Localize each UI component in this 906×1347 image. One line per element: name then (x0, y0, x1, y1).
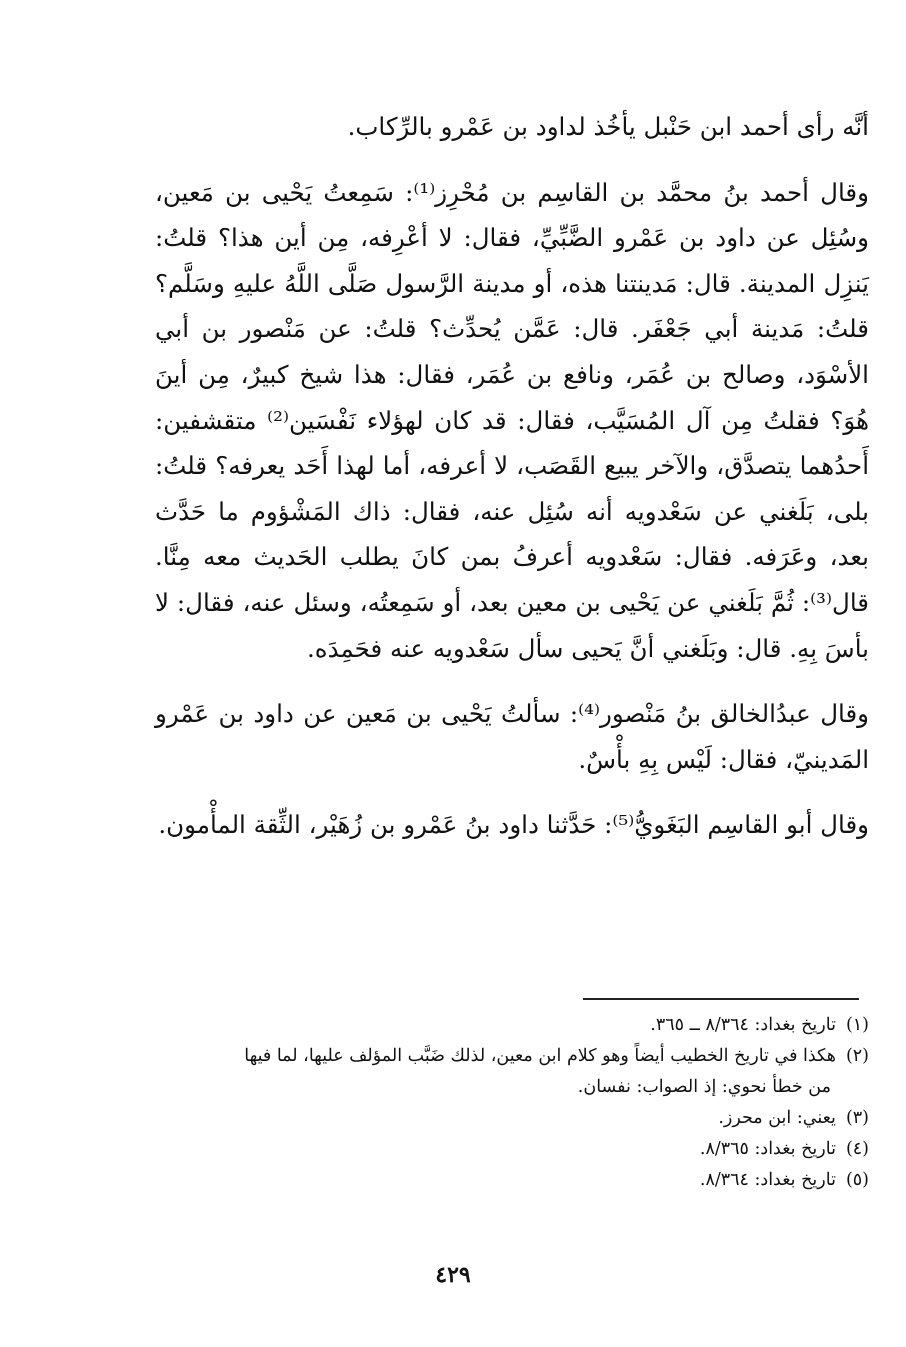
footnote-4 (155, 1134, 869, 1165)
footnotes (155, 1010, 869, 1196)
footnote-number: (٥) (845, 1170, 869, 1190)
footnote-number: (٤) (845, 1139, 869, 1159)
footnote-text-continued: من خطأ نحوي: إذ الصواب: نفسان. (577, 1077, 831, 1097)
paragraph-4: وقال أبو القاسِم البَغَويُّ⁽⁵⁾: حَدَّثنا داود بنُ عَمْرو بن زُهَيْر، الثِّقة المأْمون. (158, 810, 869, 840)
paragraph-1: أنَّه رأى أحمد ابن حَنْبل يأخُذ لداود بن عَمْرو بالرِّكاب. (347, 112, 869, 141)
paragraph-2: وقال أحمد بنُ محمَّد بن القاسِم بن مُحْرِز⁽¹⁾: سَمِعتُ يَحْيى بن مَعين، وسُئِل عن داود بن عَمْرو الضَّبِّيِّ، فقال: لا أعْرِفه، مِن أين هذا؟ قلتُ: يَنزِل المدينة. قال: مَدينتنا هذه، أو مدينة الرَّسول صَلَّى اللَّهُ عليهِ وسَلَّم؟ قلتُ: مَدينة أبي جَعْفَر. قال: عَمَّن يُحدِّث؟ قلتُ: عن مَنْصور بن أبي الأسْوَد، وصالح بن عُمَر، ونافع بن عُمَر، فقال: هذا شيخ كبيرٌ، مِن أينَ هُوَ؟ فقلتُ مِن آل المُسَيَّب، فقال: قد كان لهؤلاء نَفْسَين⁽²⁾ متقشفين: أَحدُهما يتصدَّق، والآخر يبيع القَصَب، لا أعرفه، أما لهذا أَحَد يعرفه؟ قلتُ: بلى، بَلَغني عن سَعْدويه أنه سُئِل عنه، فقال: ذاك المَشْؤوم ما حَدَّث بعد، وعَرَفه. فقال: سَعْدويه أعرفُ بمن كانَ يطلب الحَديث معه مِنَّا. قال⁽³⁾: ثُمَّ بَلَغني عن يَحْيى بن معين بعد، أو سَمِعتُه، وسئل عنه، فقال: لا بأسَ بِهِ. قال: وبَلَغني أنَّ يَحيى سأل سَعْدويه عنه فحَمِدَه. (155, 177, 869, 663)
footnote-number: (٢) (845, 1046, 869, 1066)
page-number: ٤٢٩ (435, 1262, 471, 1288)
footnote-number: (١) (845, 1015, 869, 1035)
footnote-1 (155, 1010, 869, 1041)
footnote-number: (٣) (845, 1108, 869, 1128)
footnote-3 (155, 1103, 869, 1134)
footnote-divider (583, 998, 859, 1000)
footnote-2 (155, 1041, 869, 1103)
footnote-5 (155, 1165, 869, 1196)
main-text (155, 104, 869, 848)
footnote-text: هكذا في تاريخ الخطيب أيضاً وهو كلام ابن معين، لذلك ضَبَّب المؤلف عليها، لما فيها (244, 1046, 836, 1066)
paragraph-3: وقال عبدُالخالق بنُ مَنْصور⁽⁴⁾: سألتُ يَحْيى بن مَعين عن داود بن عَمْرو المَدينيّ، فقال: لَيْس بِهِ بأْسٌ. (155, 699, 870, 774)
footnote-text: تاريخ بغداد: ٨/٣٦٤. (699, 1170, 836, 1190)
footnote-text: يعني: ابن محرز. (718, 1108, 836, 1128)
footnote-text: تاريخ بغداد: ٨/٣٦٤ ــ ٣٦٥. (650, 1015, 836, 1035)
footnote-text: تاريخ بغداد: ٨/٣٦٥. (699, 1139, 836, 1159)
